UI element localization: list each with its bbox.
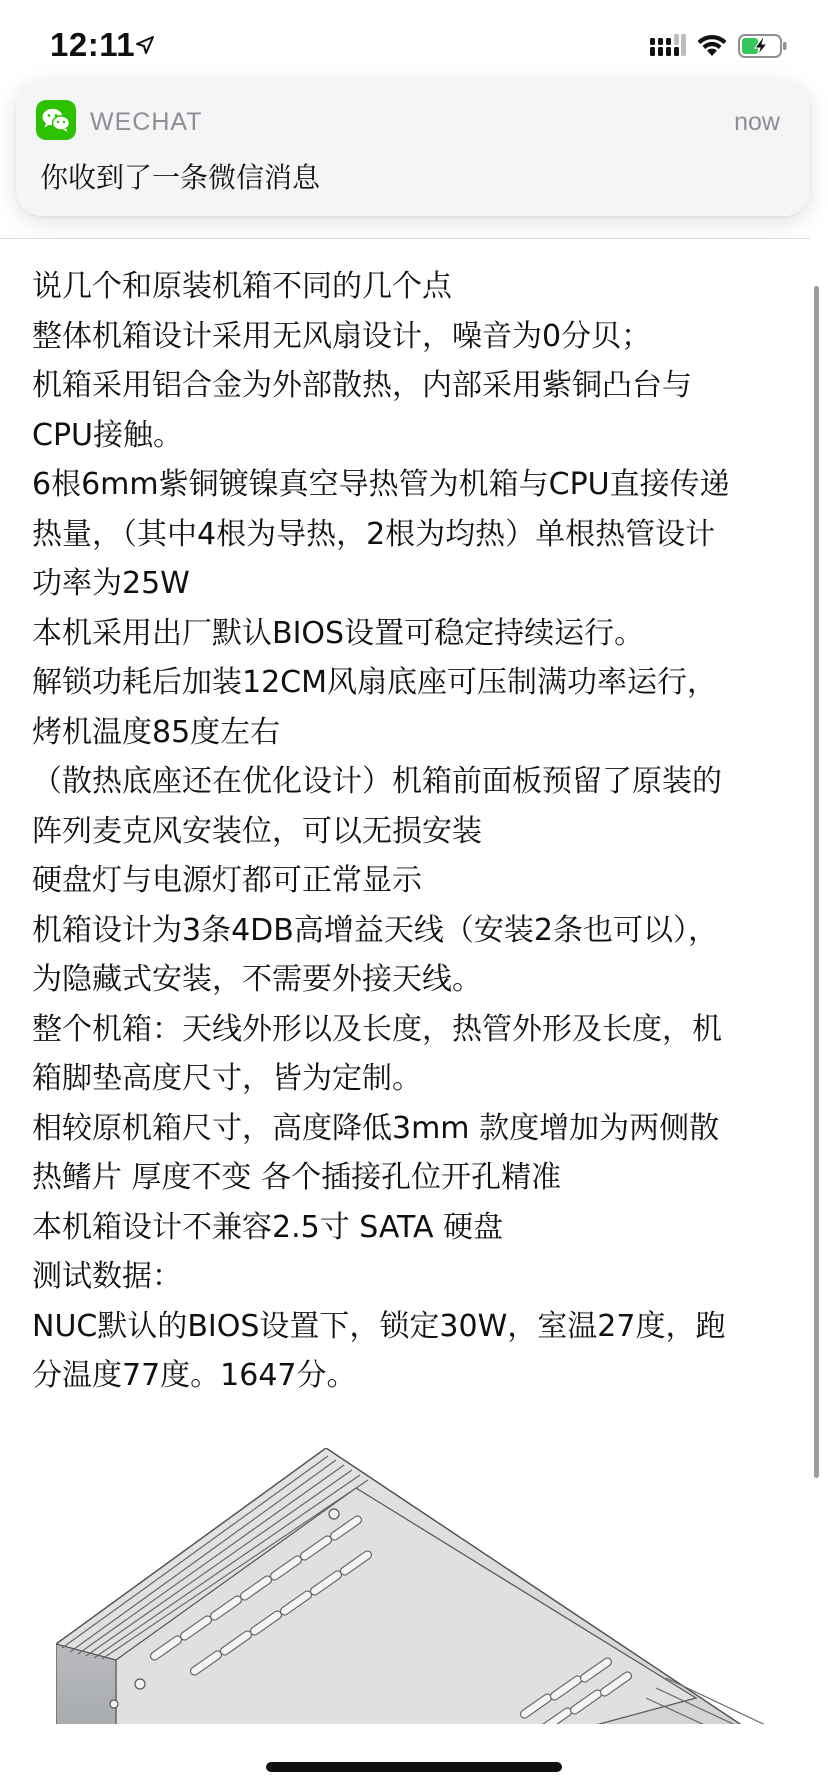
scrollbar-thumb[interactable] [814,286,819,1478]
article-line: CPU接触。 [32,417,183,453]
battery-charging-icon [738,34,788,58]
article-line: 说几个和原装机箱不同的几个点 [32,269,452,304]
article-line: 硬盘灯与电源灯都可正常显示 [32,863,422,898]
article-line: 热鳍片 厚度不变 各个插接孔位开孔精准 [32,1160,562,1195]
article-line: 箱脚垫高度尺寸，皆为定制。 [32,1061,422,1096]
article-line: 机箱采用铝合金为外部散热，内部采用紫铜凸台与 [32,368,692,403]
article-line: 6根6mm紫铜镀镍真空导热管为机箱与CPU直接传递 [32,467,730,502]
article-line: 机箱设计为3条4DB高增益天线（安装2条也可以）， [32,912,718,948]
wifi-icon [696,33,728,57]
article-body [32,262,792,1401]
article-line: 相较原机箱尺寸，高度降低3mm 款度增加为两侧散 [32,1110,720,1146]
notification-app-name: WECHAT [90,108,203,136]
article-line: 本机采用出厂默认BIOS设置可稳定持续运行。 [32,615,645,651]
page-divider [0,238,810,239]
article-line: NUC默认的BIOS设置下，锁定30W，室温27度，跑 [32,1308,726,1344]
wechat-icon [36,100,76,140]
cellular-signal-icon [650,34,686,56]
article-line: 烤机温度85度左右 [32,714,281,750]
wechat-notification[interactable] [16,80,810,216]
notification-time: now [734,108,780,136]
article-line: 测试数据： [32,1259,182,1294]
article-line: 功率为25W [32,566,190,601]
article-line: 解锁功耗后加装12CM风扇底座可压制满功率运行， [32,665,718,700]
location-arrow-icon [136,36,154,54]
article-line: 阵列麦克风安装位，可以无损安装 [32,813,482,849]
article-line: 本机箱设计不兼容2.5寸 SATA 硬盘 [32,1209,504,1245]
home-indicator[interactable] [266,1762,562,1772]
case-render-illustration [56,1448,776,1724]
product-image [56,1448,776,1724]
article-line: 分温度77度。1647分。 [32,1358,357,1393]
article-line: 整个机箱：天线外形以及长度，热管外形及长度，机 [32,1011,722,1047]
article-line: 为隐藏式安装，不需要外接天线。 [32,962,482,997]
article-line: 热量，（其中4根为导热，2根为均热）单根热管设计 [32,516,716,552]
status-time: 12:11 [50,26,136,63]
article-line: 整体机箱设计采用无风扇设计，噪音为0分贝； [32,318,652,354]
article-line: （散热底座还在优化设计）机箱前面板预留了原装的 [32,764,722,799]
notification-message: 你收到了一条微信消息 [40,161,321,194]
